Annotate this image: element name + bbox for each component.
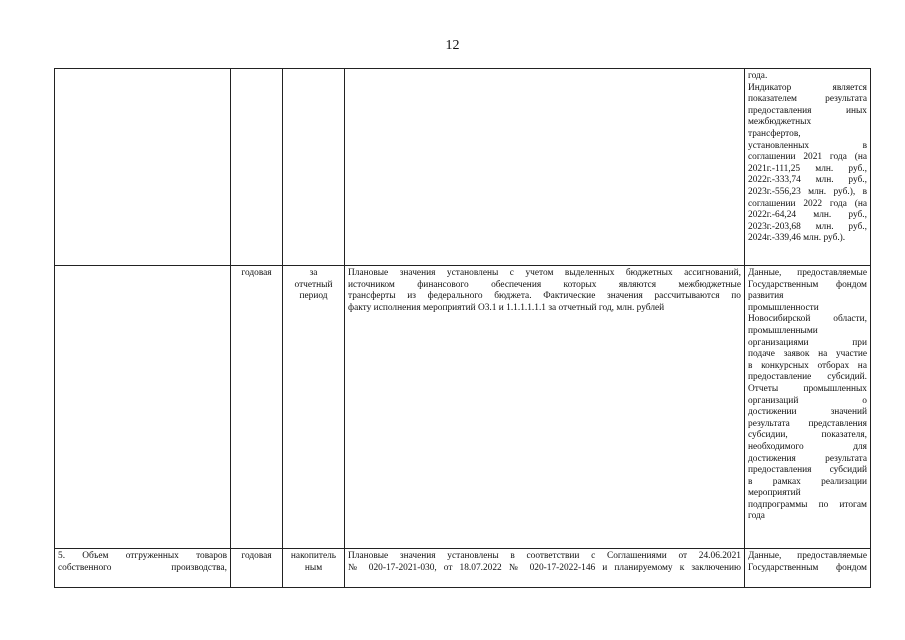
source-line: трансфертов,: [748, 128, 801, 139]
source-line: подаче заявок на участие: [748, 349, 867, 360]
period-line: отчетный: [294, 279, 333, 290]
source-line: 2022г.-333,74 млн. руб.,: [748, 175, 867, 186]
periodicity-cell: годовая: [231, 549, 283, 588]
period-cell: [283, 549, 345, 588]
method-line: Плановые значения установлены в соответствии с Соглашениями от 24.06.2021: [348, 551, 741, 561]
method-cell: [345, 266, 745, 549]
source-line: Индикатор является: [748, 82, 867, 93]
source-line: промышленными: [748, 325, 818, 336]
source-line: года.: [748, 71, 768, 81]
source-line: предоставление субсидий.: [748, 372, 867, 383]
method-line: трансферты из федерального бюджета. Фактические значения рассчитываются по: [348, 291, 741, 302]
source-cell: [745, 69, 871, 266]
period-cell: [283, 266, 345, 549]
source-line: 2022г.-64,24 млн. руб.,: [748, 210, 867, 221]
source-line: 2024г.-339,46 млн. руб.).: [748, 233, 846, 244]
source-line: организациями при: [748, 337, 867, 348]
source-line: 2023г.-556,23 млн. руб.), в: [748, 186, 867, 197]
source-line: промышленности: [748, 302, 819, 313]
source-line: достижении значений: [748, 407, 867, 418]
source-line: 2021г.-111,25 млн. руб.,: [748, 163, 867, 174]
source-line: достижения результата: [748, 453, 867, 464]
source-line: результата представления: [748, 418, 867, 429]
source-line: 2023г.-203,68 млн. руб.,: [748, 221, 867, 232]
source-line: в рамках реализации: [748, 476, 867, 487]
source-line: соглашении 2021 года (на: [748, 152, 867, 163]
source-line: Новосибирской области,: [748, 314, 867, 325]
indicator-cell: [55, 549, 231, 588]
source-cell: [745, 266, 871, 549]
indicator-cell: [55, 266, 231, 549]
method-line: факту исполнения мероприятий О3.1 и 1.1.1.1.1.1 за отчетный год, млн. рублей: [348, 302, 665, 313]
source-line: предоставления иных: [748, 105, 867, 116]
source-line: Данные, предоставляемые: [748, 551, 867, 561]
source-line: года: [748, 511, 765, 522]
method-cell: [345, 69, 745, 266]
source-line: Государственным фондом: [748, 562, 867, 573]
indicator-line: 5. Объем отгруженных товаров: [58, 551, 227, 561]
indicator-line: собственного производства,: [58, 562, 227, 573]
source-line: организаций о: [748, 395, 867, 406]
period-line: за: [309, 268, 318, 278]
source-line: соглашении 2022 года (на: [748, 198, 867, 209]
method-line: № 020-17-2021-030, от 18.07.2022 № 020-17-2022-146 и планируемому к заключению: [348, 562, 741, 573]
method-cell: [345, 549, 745, 588]
table-row: [55, 266, 871, 549]
table-row: [55, 69, 871, 266]
period-line: накопитель: [290, 551, 337, 561]
source-line: межбюджетных: [748, 117, 812, 128]
periodicity-cell: годовая: [231, 266, 283, 549]
source-cell: [745, 549, 871, 588]
indicator-cell: [55, 69, 231, 266]
source-line: в конкурсных отборах на: [748, 360, 867, 371]
method-line: источником финансового обеспечения которых являются межбюджетные: [348, 279, 741, 290]
period-line: ным: [304, 562, 323, 573]
period-cell: [283, 69, 345, 266]
source-line: субсидии, показателя,: [748, 430, 867, 441]
method-line: Плановые значения установлены с учетом выделенных бюджетных ассигнований,: [348, 268, 741, 278]
source-line: Данные, предоставляемые: [748, 268, 867, 278]
source-line: Отчеты промышленных: [748, 383, 867, 394]
table-row: [55, 549, 871, 588]
source-line: развития: [748, 291, 784, 302]
indicators-table: [54, 68, 871, 588]
source-line: подпрограммы по итогам: [748, 499, 867, 510]
source-line: мероприятий: [748, 488, 801, 499]
source-line: показателем результата: [748, 94, 867, 105]
period-line: период: [299, 291, 328, 302]
source-line: Государственным фондом: [748, 279, 867, 290]
page-number: 12: [445, 38, 460, 53]
source-line: установленных в: [748, 140, 867, 151]
source-line: необходимого для: [748, 441, 867, 452]
source-line: предоставления субсидий: [748, 465, 867, 476]
periodicity-cell: [231, 69, 283, 266]
